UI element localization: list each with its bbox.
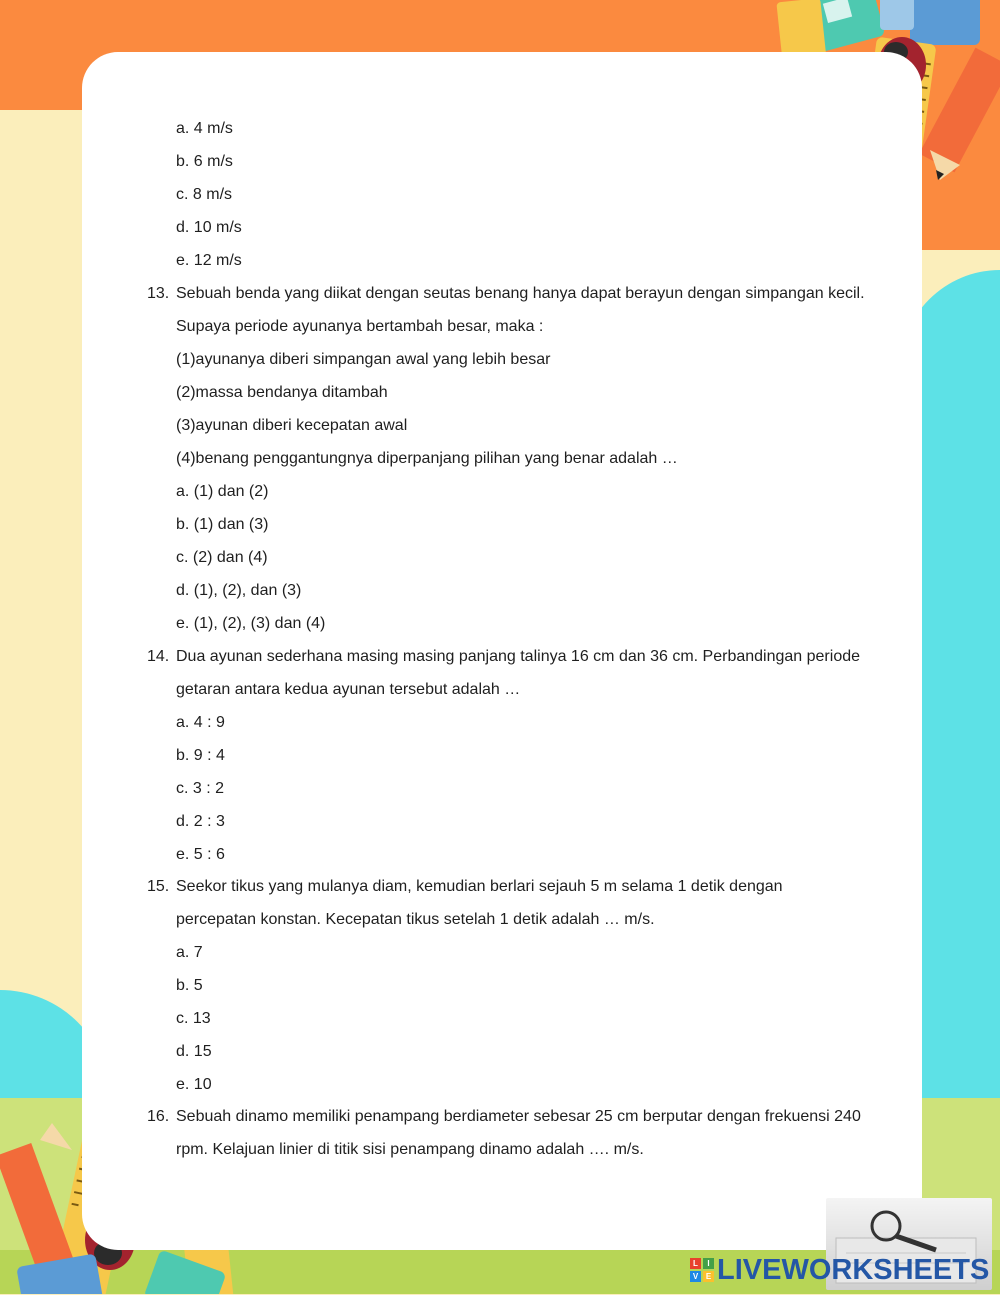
- q14-number: 14.: [147, 648, 170, 665]
- logo-letter: V: [690, 1271, 701, 1282]
- q14-text-line: Dua ayunan sederhana masing masing panjang talinya 16 cm dan 36 cm. Perbandingan periode: [176, 648, 861, 665]
- q14-text-line: getaran antara kedua ayunan tersebut adalah …: [176, 681, 521, 698]
- q12-option-c: c. 8 m/s: [176, 186, 233, 203]
- q12-option-e: e. 12 m/s: [176, 252, 242, 269]
- q13-text-line: Supaya periode ayunanya bertambah besar, maka :: [176, 318, 544, 335]
- q14-option-c: c. 3 : 2: [176, 780, 225, 797]
- liveworksheets-brand: LIVEWORKSHEETS: [717, 1253, 990, 1286]
- q12-option-b: b. 6 m/s: [176, 153, 233, 170]
- q13-statement-2: (2)massa bendanya ditambah: [176, 384, 388, 401]
- q16-number: 16.: [147, 1108, 170, 1125]
- logo-letter: E: [703, 1271, 714, 1282]
- q15-text-line: Seekor tikus yang mulanya diam, kemudian berlari sejauh 5 m selama 1 detik dengan: [176, 878, 783, 895]
- liveworksheets-watermark[interactable]: [690, 1254, 989, 1286]
- q13-option-d: d. (1), (2), dan (3): [176, 582, 302, 599]
- q15-option-d: d. 15: [176, 1043, 212, 1060]
- q15-text-line: percepatan konstan. Kecepatan tikus setelah 1 detik adalah … m/s.: [176, 911, 655, 928]
- q13-option-b: b. (1) dan (3): [176, 516, 269, 533]
- q13-number: 13.: [147, 285, 170, 302]
- q13-option-e: e. (1), (2), (3) dan (4): [176, 615, 326, 632]
- liveworksheets-logo-icon: [690, 1258, 714, 1282]
- logo-letter: I: [703, 1258, 714, 1269]
- q12-option-d: d. 10 m/s: [176, 219, 242, 236]
- q15-number: 15.: [147, 878, 170, 895]
- q13-text-line: Sebuah benda yang diikat dengan seutas benang hanya dapat berayun dengan simpangan kecil.: [176, 285, 865, 302]
- q14-option-a: a. 4 : 9: [176, 714, 225, 731]
- q13-statement-1: (1)ayunanya diberi simpangan awal yang lebih besar: [176, 351, 551, 368]
- q16-text-line: Sebuah dinamo memiliki penampang berdiameter sebesar 25 cm berputar dengan frekuensi 240: [176, 1108, 861, 1125]
- q14-option-d: d. 2 : 3: [176, 813, 225, 830]
- q13-option-a: a. (1) dan (2): [176, 483, 269, 500]
- q15-option-b: b. 5: [176, 977, 203, 994]
- logo-letter: L: [690, 1258, 701, 1269]
- q13-statement-3: (3)ayunan diberi kecepatan awal: [176, 417, 408, 434]
- q14-option-b: b. 9 : 4: [176, 747, 225, 764]
- q13-option-c: c. (2) dan (4): [176, 549, 268, 566]
- q14-option-e: e. 5 : 6: [176, 846, 225, 863]
- q16-text-line: rpm. Kelajuan linier di titik sisi penampang dinamo adalah …. m/s.: [176, 1141, 644, 1158]
- q15-option-a: a. 7: [176, 944, 203, 961]
- q12-option-a: a. 4 m/s: [176, 120, 233, 137]
- q13-statement-4: (4)benang penggantungnya diperpanjang pilihan yang benar adalah …: [176, 450, 678, 467]
- q15-option-e: e. 10: [176, 1076, 212, 1093]
- q15-option-c: c. 13: [176, 1010, 211, 1027]
